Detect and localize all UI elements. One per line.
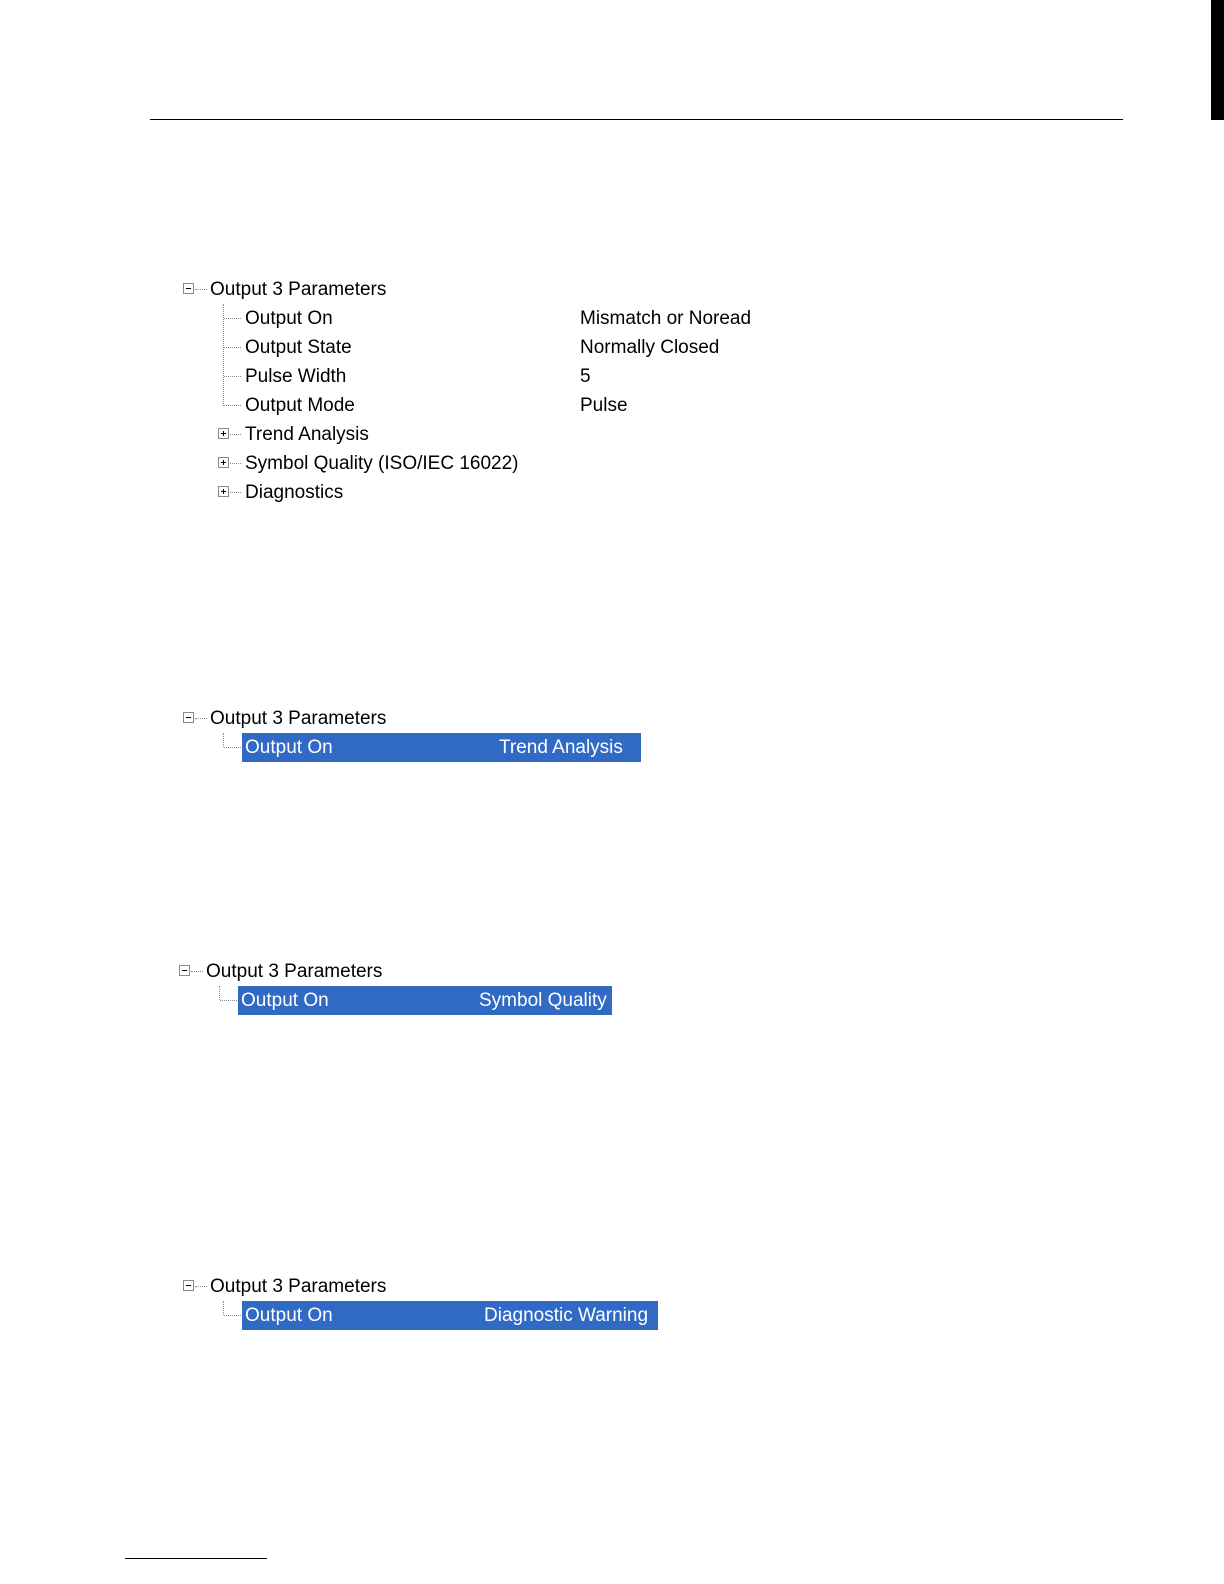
param-label: Pulse Width [245, 366, 347, 387]
expand-icon[interactable] [218, 457, 229, 468]
param-row-output-on[interactable] [182, 304, 822, 333]
tree-output3-diagnostic [182, 1272, 672, 1330]
collapse-icon[interactable] [183, 1280, 194, 1291]
tree-root-label: Output 3 Parameters [210, 1276, 387, 1297]
param-label: Output State [245, 337, 352, 358]
param-row-output-mode[interactable] [182, 391, 822, 420]
group-diagnostics[interactable] [182, 478, 822, 507]
header-rule [150, 119, 1123, 120]
param-value: Diagnostic Warning [484, 1305, 649, 1326]
expand-icon[interactable] [218, 486, 229, 497]
group-symbol-quality[interactable] [182, 449, 822, 478]
param-row-output-state[interactable] [182, 333, 822, 362]
group-label: Trend Analysis [245, 424, 369, 445]
param-label: Output On [245, 737, 333, 758]
collapse-icon[interactable] [183, 283, 194, 294]
tree-output3-quality [178, 957, 628, 1015]
group-label: Diagnostics [245, 482, 344, 503]
param-value: Pulse [580, 395, 628, 416]
param-label: Output On [245, 308, 333, 329]
param-row-output-on[interactable] [178, 986, 628, 1015]
param-label: Output Mode [245, 395, 355, 416]
tree-root-label: Output 3 Parameters [210, 279, 387, 300]
param-value: Mismatch or Noread [580, 308, 752, 329]
collapse-icon[interactable] [183, 712, 194, 723]
tree-root[interactable] [182, 704, 652, 733]
param-value: 5 [580, 366, 591, 387]
selected-row-highlight[interactable] [242, 733, 641, 762]
expand-icon[interactable] [218, 428, 229, 439]
page-edge-bar [1211, 0, 1224, 120]
group-trend-analysis[interactable] [182, 420, 822, 449]
param-row-pulse-width[interactable] [182, 362, 822, 391]
footer-rule [125, 1558, 267, 1559]
tree-output3-trend [182, 704, 652, 762]
param-value: Normally Closed [580, 337, 720, 358]
selected-row-highlight[interactable] [242, 1301, 658, 1330]
param-value: Symbol Quality [479, 990, 607, 1011]
param-label: Output On [241, 990, 329, 1011]
tree-root-label: Output 3 Parameters [210, 708, 387, 729]
tree-root[interactable] [182, 1272, 672, 1301]
tree-root[interactable] [182, 275, 822, 304]
param-row-output-on[interactable] [182, 1301, 672, 1330]
tree-root[interactable] [178, 957, 628, 986]
tree-output3-full [182, 275, 822, 507]
tree-root-label: Output 3 Parameters [206, 961, 383, 982]
group-label: Symbol Quality (ISO/IEC 16022) [245, 453, 519, 474]
param-label: Output On [245, 1305, 333, 1326]
collapse-icon[interactable] [179, 965, 190, 976]
param-value: Trend Analysis [499, 737, 623, 758]
selected-row-highlight[interactable] [238, 986, 612, 1015]
param-row-output-on[interactable] [182, 733, 652, 762]
